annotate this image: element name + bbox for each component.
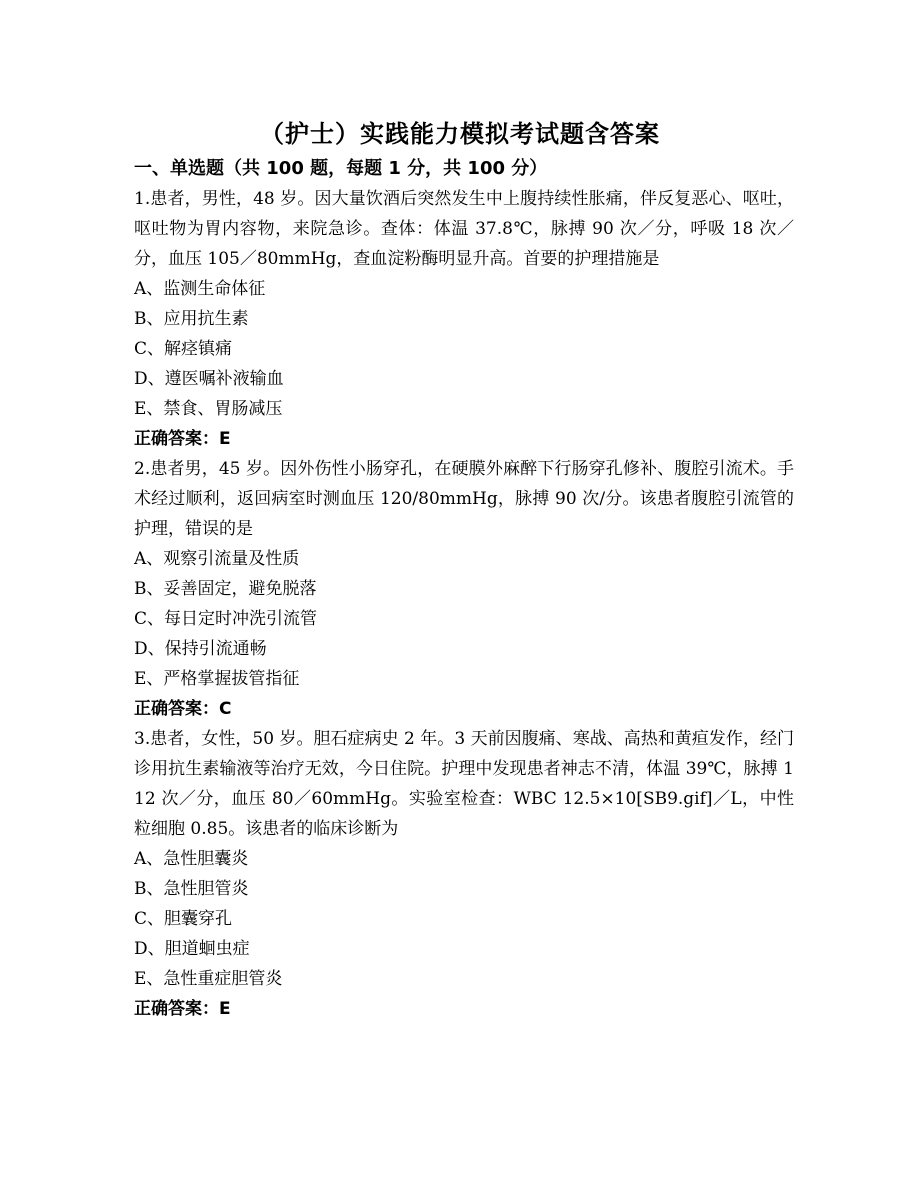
correct-answer: 正确答案：E — [134, 999, 231, 1019]
option-c: C、解痉镇痛 — [134, 339, 233, 359]
question-stem: 1.患者，男性，48 岁。因大量饮酒后突然发生中上腹持续性胀痛，伴反复恶心、呕吐，呕吐物为胃内容物，来院急诊。查体：体温 37.8℃，脉搏 90 次／分，呼吸 18 次／分，血压 105／80mmHg，查血淀粉酶明显升高。首要的护理措施是 — [134, 189, 794, 269]
question-stem: 3.患者，女性，50 岁。胆石症病史 2 年。3 天前因腹痛、寒战、高热和黄疸发作，经门诊用抗生素输液等治疗无效，今日住院。护理中发现患者神志不清，体温 39℃，脉搏 112 次／分，血压 80／60mmHg。实验室检查：WBC 12.5×10[SB9.gif]／L，中性粒细胞 0.85。该患者的临床诊断为 — [134, 729, 794, 839]
question-3 — [134, 724, 794, 1024]
option-a: A、急性胆囊炎 — [134, 849, 249, 869]
document-title: （护士）实践能力模拟考试题含答案 — [260, 120, 660, 148]
option-d: D、保持引流通畅 — [134, 639, 267, 659]
question-1 — [134, 184, 794, 454]
option-e: E、严格掌握拔管指征 — [134, 669, 300, 689]
option-b: B、妥善固定，避免脱落 — [134, 579, 317, 599]
question-2 — [134, 454, 794, 724]
option-c: C、胆囊穿孔 — [134, 909, 233, 929]
correct-answer: 正确答案：C — [134, 699, 232, 719]
option-c: C、每日定时冲洗引流管 — [134, 609, 318, 629]
option-a: A、监测生命体征 — [134, 279, 266, 299]
option-d: D、遵医嘱补液输血 — [134, 369, 284, 389]
document-content — [134, 154, 794, 1024]
section-heading: 一、单选题（共 100 题，每题 1 分，共 100 分） — [134, 158, 548, 179]
option-b: B、应用抗生素 — [134, 309, 249, 329]
option-b: B、急性胆管炎 — [134, 879, 249, 899]
option-e: E、急性重症胆管炎 — [134, 969, 283, 989]
correct-answer: 正确答案：E — [134, 429, 231, 449]
question-stem: 2.患者男，45 岁。因外伤性小肠穿孔，在硬膜外麻醉下行肠穿孔修补、腹腔引流术。手术经过顺利，返回病室时测血压 120/80mmHg，脉搏 90 次/分。该患者腹腔引流管的护理，错误的是 — [134, 459, 794, 539]
option-a: A、观察引流量及性质 — [134, 549, 300, 569]
option-d: D、胆道蛔虫症 — [134, 939, 250, 959]
option-e: E、禁食、胃肠减压 — [134, 399, 283, 419]
